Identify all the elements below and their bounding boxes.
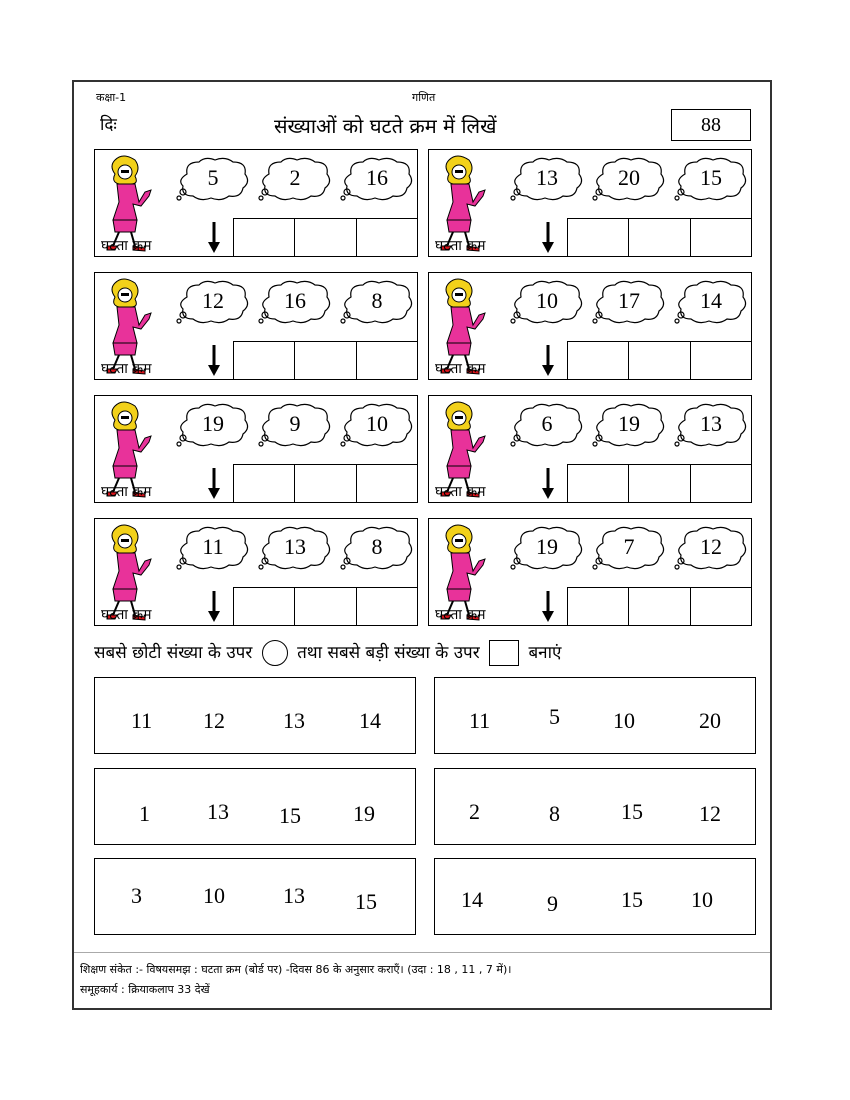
- down-arrow-icon: [541, 222, 555, 258]
- box-number[interactable]: 13: [283, 883, 305, 908]
- number-cloud: [509, 279, 585, 325]
- cloud-number: 14: [700, 288, 722, 313]
- answer-cell[interactable]: [357, 219, 417, 256]
- descending-order-label: घटता क्रम: [101, 238, 152, 254]
- cloud-number: 20: [618, 165, 640, 190]
- number-cloud: [339, 402, 415, 448]
- instruction-part2: तथा सबसे बड़ी संख्या के उपर: [297, 643, 480, 663]
- box-number[interactable]: 10: [613, 708, 635, 733]
- descending-order-label: घटता क्रम: [435, 607, 486, 623]
- number-cloud: [339, 156, 415, 202]
- number-cloud: [257, 525, 333, 571]
- box-number[interactable]: 10: [691, 887, 713, 912]
- number-cloud: [509, 156, 585, 202]
- descending-order-label: घटता क्रम: [101, 361, 152, 377]
- answer-cell[interactable]: [629, 588, 690, 625]
- page-number-box: 88: [671, 109, 751, 141]
- box-number[interactable]: 14: [359, 708, 381, 733]
- box-number[interactable]: 19: [353, 801, 375, 826]
- descending-order-label: घटता क्रम: [101, 607, 152, 623]
- date-label: दिः: [100, 115, 117, 135]
- number-cloud: [339, 279, 415, 325]
- number-cloud: [175, 279, 251, 325]
- footer-group-work: समूहकार्य : क्रियाकलाप 33 देखें: [80, 983, 210, 996]
- cloud-number: 11: [202, 534, 224, 559]
- number-cloud: [673, 525, 749, 571]
- number-box: [94, 858, 416, 935]
- exercise-set: [94, 149, 418, 257]
- answer-cell[interactable]: [629, 219, 690, 256]
- number-cloud: [175, 402, 251, 448]
- circle-symbol: [262, 640, 288, 666]
- descending-order-label: घटता क्रम: [101, 484, 152, 500]
- answer-cell[interactable]: [357, 465, 417, 502]
- exercise-set: [94, 272, 418, 380]
- answer-cell[interactable]: [234, 465, 295, 502]
- box-number[interactable]: 15: [621, 799, 643, 824]
- box-number[interactable]: 13: [283, 708, 305, 733]
- answer-cell[interactable]: [629, 342, 690, 379]
- box-number[interactable]: 2: [469, 799, 480, 824]
- box-number[interactable]: 8: [549, 801, 560, 826]
- box-number[interactable]: 11: [131, 708, 153, 733]
- box-number[interactable]: 15: [621, 887, 643, 912]
- cloud-number: 19: [536, 534, 558, 559]
- cloud-number: 13: [536, 165, 558, 190]
- answer-cell[interactable]: [234, 588, 295, 625]
- number-cloud: [175, 525, 251, 571]
- down-arrow-icon: [207, 222, 221, 258]
- down-arrow-icon: [541, 345, 555, 381]
- number-cloud: [175, 156, 251, 202]
- instruction: [94, 640, 561, 666]
- number-box: [94, 768, 416, 845]
- box-number[interactable]: 3: [131, 883, 142, 908]
- answer-row: [233, 218, 417, 256]
- number-cloud: [673, 279, 749, 325]
- down-arrow-icon: [207, 468, 221, 504]
- number-box: [434, 768, 756, 845]
- box-number[interactable]: 10: [203, 883, 225, 908]
- answer-row: [233, 341, 417, 379]
- box-number[interactable]: 13: [207, 799, 229, 824]
- answer-cell[interactable]: [568, 465, 629, 502]
- box-number[interactable]: 5: [549, 704, 560, 729]
- exercise-set: [428, 149, 752, 257]
- page-title: संख्याओं को घटते क्रम में लिखें: [274, 114, 497, 138]
- number-cloud: [591, 279, 667, 325]
- answer-cell[interactable]: [691, 465, 751, 502]
- exercise-set: [94, 395, 418, 503]
- cloud-number: 13: [284, 534, 306, 559]
- class-label: कक्षा-1: [96, 91, 127, 104]
- box-number[interactable]: 14: [461, 887, 483, 912]
- footer-divider: [74, 952, 770, 953]
- number-box: [434, 677, 756, 754]
- box-number[interactable]: 12: [203, 708, 225, 733]
- exercise-set: [94, 518, 418, 626]
- cloud-number: 8: [371, 534, 383, 559]
- worksheet-page: [72, 80, 772, 1010]
- subject-label: गणित: [412, 91, 436, 104]
- cloud-number: 8: [371, 288, 383, 313]
- instruction-part3: बनाएं: [528, 643, 562, 663]
- answer-cell[interactable]: [691, 588, 751, 625]
- cloud-number: 16: [366, 165, 388, 190]
- number-cloud: [257, 402, 333, 448]
- cloud-number: 19: [618, 411, 640, 436]
- down-arrow-icon: [541, 468, 555, 504]
- cloud-number: 19: [202, 411, 224, 436]
- down-arrow-icon: [541, 591, 555, 627]
- answer-cell[interactable]: [691, 342, 751, 379]
- answer-cell[interactable]: [234, 342, 295, 379]
- footer-teaching-note: शिक्षण संकेत :- विषयसमझ : घटता क्रम (बोर्ड पर) -दिवस 86 के अनुसार कराएँ। (उदा : 18 , 11 , 7 में)।: [80, 963, 512, 976]
- answer-cell[interactable]: [568, 342, 629, 379]
- box-number[interactable]: 11: [469, 708, 491, 733]
- answer-cell[interactable]: [691, 219, 751, 256]
- answer-cell[interactable]: [568, 219, 629, 256]
- answer-cell[interactable]: [295, 342, 356, 379]
- cloud-number: 5: [207, 165, 219, 190]
- instruction-part1: सबसे छोटी संख्या के उपर: [94, 643, 253, 663]
- number-cloud: [591, 156, 667, 202]
- number-box: [434, 858, 756, 935]
- descending-order-label: घटता क्रम: [435, 238, 486, 254]
- answer-cell[interactable]: [357, 588, 417, 625]
- number-cloud: [509, 525, 585, 571]
- answer-cell[interactable]: [629, 465, 690, 502]
- number-cloud: [673, 156, 749, 202]
- answer-row: [233, 587, 417, 625]
- cloud-number: 6: [541, 411, 553, 436]
- cloud-number: 12: [700, 534, 722, 559]
- answer-cell[interactable]: [295, 588, 356, 625]
- cloud-number: 12: [202, 288, 224, 313]
- answer-row: [567, 218, 751, 256]
- answer-cell[interactable]: [295, 219, 356, 256]
- box-number[interactable]: 1: [139, 801, 150, 826]
- number-box: [94, 677, 416, 754]
- cloud-number: 16: [284, 288, 306, 313]
- answer-row: [233, 464, 417, 502]
- answer-cell[interactable]: [568, 588, 629, 625]
- descending-order-label: घटता क्रम: [435, 484, 486, 500]
- number-cloud: [257, 279, 333, 325]
- down-arrow-icon: [207, 591, 221, 627]
- exercise-set: [428, 518, 752, 626]
- cloud-number: 2: [289, 165, 301, 190]
- box-number[interactable]: 9: [547, 891, 558, 916]
- answer-row: [567, 341, 751, 379]
- cloud-number: 13: [700, 411, 722, 436]
- box-number[interactable]: 15: [279, 803, 301, 828]
- number-cloud: [509, 402, 585, 448]
- cloud-number: 10: [536, 288, 558, 313]
- exercise-set: [428, 272, 752, 380]
- descending-order-label: घटता क्रम: [435, 361, 486, 377]
- number-cloud: [591, 402, 667, 448]
- down-arrow-icon: [207, 345, 221, 381]
- cloud-number: 9: [289, 411, 301, 436]
- number-cloud: [591, 525, 667, 571]
- cloud-number: 17: [618, 288, 640, 313]
- answer-cell[interactable]: [295, 465, 356, 502]
- cloud-number: 7: [623, 534, 635, 559]
- number-cloud: [339, 525, 415, 571]
- box-number[interactable]: 15: [355, 889, 377, 914]
- answer-row: [567, 587, 751, 625]
- cloud-number: 15: [700, 165, 722, 190]
- number-cloud: [257, 156, 333, 202]
- box-number[interactable]: 20: [699, 708, 721, 733]
- cloud-number: 10: [366, 411, 388, 436]
- answer-cell[interactable]: [357, 342, 417, 379]
- box-number[interactable]: 12: [699, 801, 721, 826]
- answer-cell[interactable]: [234, 219, 295, 256]
- exercise-set: [428, 395, 752, 503]
- number-cloud: [673, 402, 749, 448]
- answer-row: [567, 464, 751, 502]
- square-symbol: [489, 640, 519, 666]
